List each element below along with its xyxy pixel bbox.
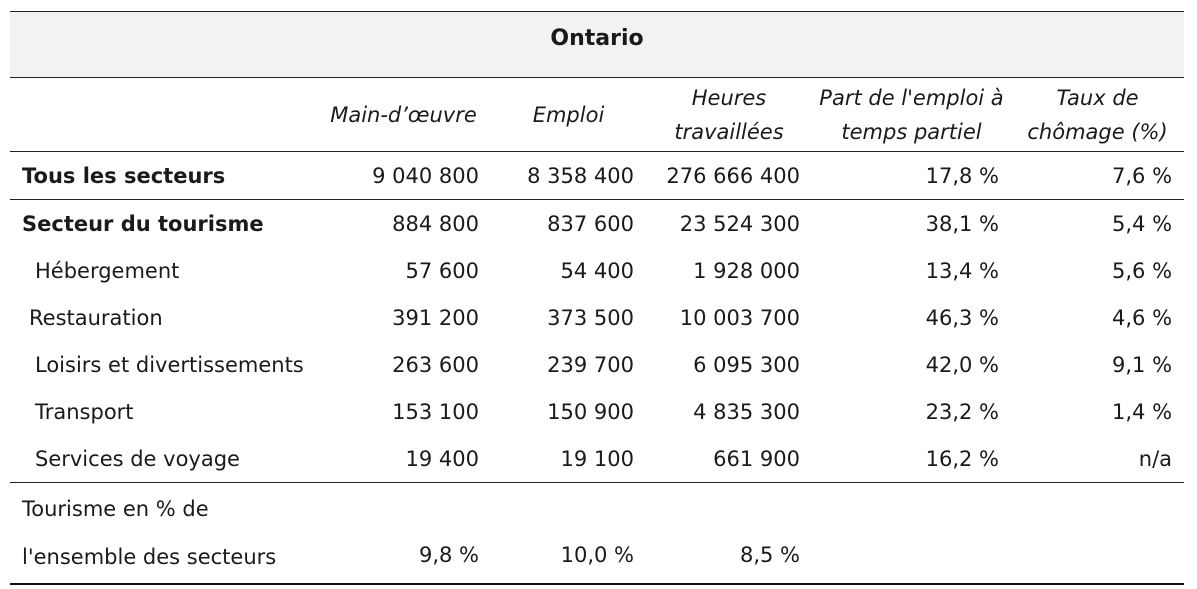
cell-value: 153 100 [392,399,479,424]
cell-value: 9 040 800 [316,152,491,200]
cell-value: 1,4 % [1112,399,1173,424]
cell-value: 46,3 % [925,305,999,330]
cell-value: 7,6 % [1011,152,1184,200]
table-row [10,483,1184,585]
cell-value: 9,8 % [316,483,491,585]
cell-value: 884 800 [392,211,479,236]
cell-value: 4,6 % [1112,305,1173,330]
cell-value [1011,483,1184,585]
row-label: Restauration [29,305,163,330]
row-label: Secteur du tourisme [22,211,264,236]
header-emploi: Emploi [491,78,646,152]
cell-value: 42,0 % [925,352,999,377]
row-label: Hébergement [35,258,180,283]
row-label: Loisirs et divertissements [35,352,304,377]
cell-value: 19 400 [316,435,491,483]
cell-value: 391 200 [392,305,479,330]
cell-value: 239 700 [547,352,634,377]
cell-value: 23 524 300 [679,211,800,236]
cell-value: 10,0 % [491,483,646,585]
cell-value: 150 900 [547,399,634,424]
cell-value: 16,2 % [812,435,1011,483]
cell-value: 4 835 300 [693,399,800,424]
cell-value: 57 600 [405,258,479,283]
header-row [10,78,1184,152]
cell-value: 13,4 % [925,258,999,283]
cell-value: 6 095 300 [693,352,800,377]
table-row [10,294,1184,341]
table-row [10,200,1184,248]
table-row [10,435,1184,483]
cell-value: 263 600 [392,352,479,377]
table-row [10,152,1184,200]
employment-table [10,11,1184,585]
cell-value: 10 003 700 [679,305,800,330]
cell-value: 54 400 [560,258,634,283]
cell-value: 5,4 % [1112,211,1173,236]
table-row [10,341,1184,388]
table-title-row [10,12,1184,78]
table-row [10,247,1184,294]
cell-value: 8 358 400 [491,152,646,200]
header-heures: Heures travaillées [646,78,812,152]
row-label: Services de voyage [10,435,316,483]
cell-value: 1 928 000 [693,258,800,283]
table-row [10,388,1184,435]
cell-value: 276 666 400 [646,152,812,200]
cell-value: 661 900 [646,435,812,483]
table-container [10,11,1184,585]
header-main-doeuvre: Main-d’œuvre [316,78,491,152]
cell-value: 17,8 % [812,152,1011,200]
cell-value: 8,5 % [646,483,812,585]
cell-value: n/a [1011,435,1184,483]
row-label: Tourisme en % de l'ensemble des secteurs [10,483,316,585]
cell-value: 5,6 % [1112,258,1173,283]
header-label [10,78,316,152]
cell-value [812,483,1011,585]
cell-value: 837 600 [547,211,634,236]
table-title: Ontario [10,12,1184,78]
header-part-temps-partiel: Part de l'emploi à temps partiel [812,78,1011,152]
row-label: Tous les secteurs [10,152,316,200]
cell-value: 9,1 % [1112,352,1173,377]
row-label: Transport [35,399,134,424]
cell-value: 19 100 [491,435,646,483]
header-taux-chomage: Taux de chômage (%) [1011,78,1184,152]
cell-value: 38,1 % [925,211,999,236]
cell-value: 373 500 [547,305,634,330]
cell-value: 23,2 % [925,399,999,424]
